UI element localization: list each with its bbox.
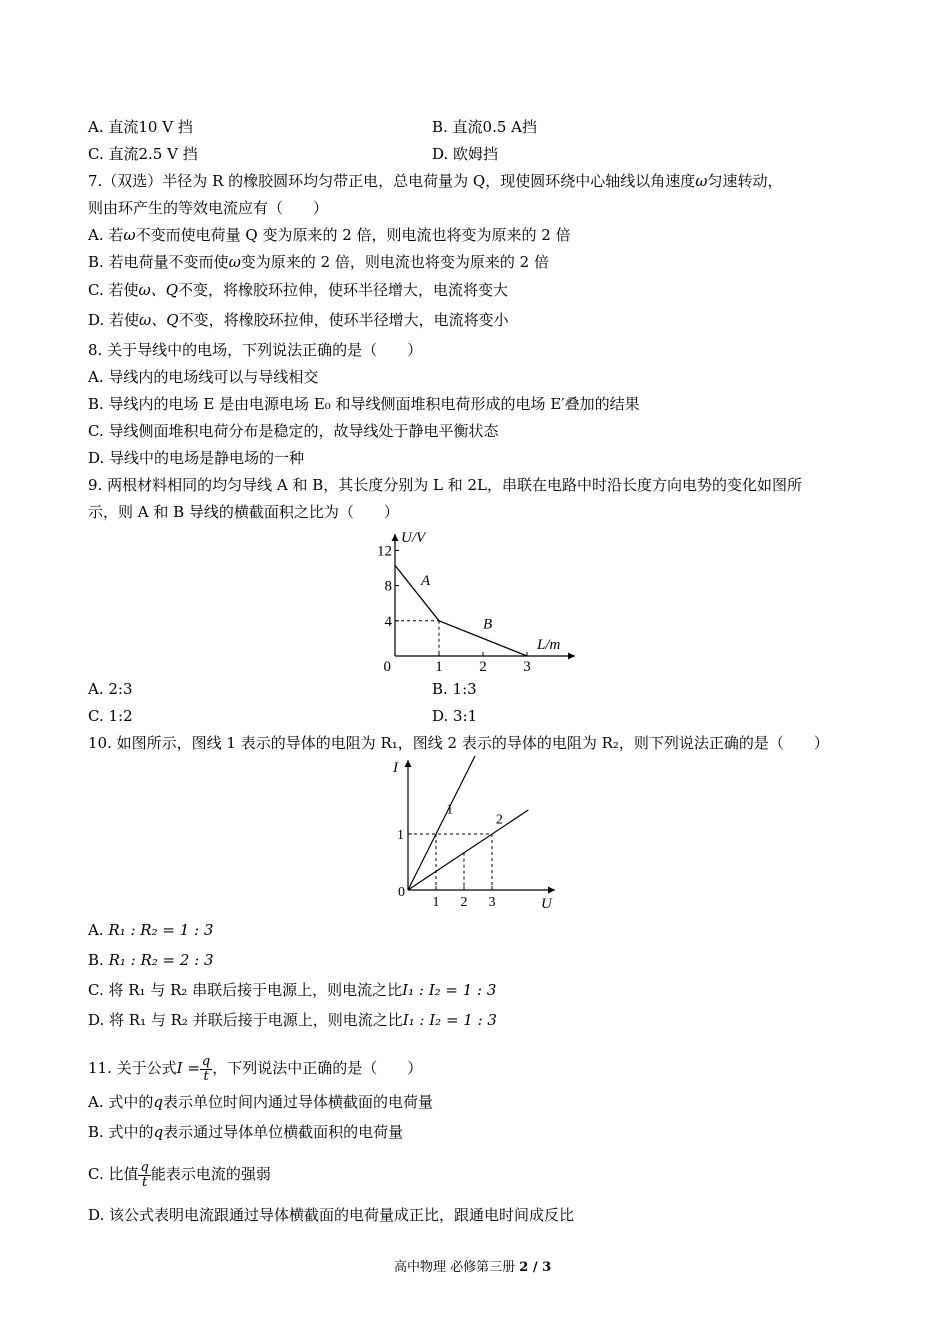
- q10-option-a: A. R₁ : R₂ = 1 : 3: [88, 921, 214, 939]
- q9-option-c: C. 1:2: [88, 707, 133, 725]
- y-axis-label: I: [393, 760, 398, 776]
- ratio-fraction: $\frac{q}{t}$: [140, 1159, 149, 1190]
- y-axis-label: U/V: [401, 530, 426, 546]
- q11-stem: 11. 关于公式I = $\frac{q}{t}$ ，下列说法中正确的是（ ）: [88, 1053, 423, 1084]
- x-tick-label-3: 3: [488, 895, 496, 910]
- page-footer: [394, 1256, 551, 1275]
- y-tick-label-4: 4: [384, 613, 392, 630]
- y-tick-label-12: 12: [377, 543, 392, 560]
- q9-option-a: A. 2:3: [88, 680, 133, 698]
- x-axis-label: U: [541, 896, 552, 912]
- page-number: 2 / 3: [519, 1260, 552, 1275]
- q11-option-c: C. 比值 $\frac{q}{t}$ 能表示电流的强弱: [88, 1159, 271, 1190]
- q8-option-b: B. 导线内的电场 E 是由电源电场 E₀ 和导线侧面堆积电荷形成的电场 E′叠加的结果: [88, 395, 640, 413]
- q9-stem-line2: 示，则 A 和 B 导线的横截面积之比为（ ）: [88, 503, 399, 521]
- series-label-1: 1: [446, 802, 454, 818]
- q8-option-a: A. 导线内的电场线可以与导线相交: [88, 368, 319, 386]
- q11-option-b: B. 式中的q表示通过导体单位横截面积的电荷量: [88, 1123, 404, 1141]
- potential-vs-length-chart: [360, 526, 600, 676]
- current-vs-voltage-chart: [385, 756, 565, 914]
- series-label-A: A: [421, 573, 431, 590]
- series-label-B: B: [483, 616, 493, 633]
- q11-option-d: D. 该公式表明电流跟通过导体横截面的电荷量成正比，跟通电时间成反比: [88, 1206, 575, 1224]
- x-tick-label-1: 1: [432, 895, 440, 910]
- q8-stem: 8. 关于导线中的电场，下列说法正确的是（ ）: [88, 341, 423, 359]
- q7-option-d: D. 若使ω、Q不变，将橡胶环拉伸，使环半径增大，电流将变小: [88, 311, 509, 329]
- q10-option-d: D. 将 R₁ 与 R₂ 并联后接于电源上，则电流之比I₁ : I₂ = 1 : 3: [88, 1011, 497, 1029]
- q9-option-d: D. 3:1: [432, 707, 478, 725]
- q7-stem-line1: 7.（双选）半径为 R 的橡胶圆环均匀带正电，总电荷量为 Q，现使圆环绕中心轴线以角速度ω匀速转动，: [88, 172, 783, 190]
- series-line-1: [408, 756, 484, 890]
- series-label-2: 2: [495, 812, 503, 828]
- q6-option-a: A. 直流10 V 挡: [88, 118, 193, 136]
- q7-option-c: C. 若使ω、Q不变，将橡胶环拉伸，使环半径增大，电流将变大: [88, 281, 509, 299]
- q10-option-c: C. 将 R₁ 与 R₂ 串联后接于电源上，则电流之比I₁ : I₂ = 1 : 3: [88, 981, 497, 999]
- q6-option-c: C. 直流2.5 V 挡: [88, 145, 198, 163]
- footer-title: 高中物理 必修第三册: [394, 1260, 516, 1275]
- q10-option-b: B. R₁ : R₂ = 2 : 3: [88, 951, 214, 969]
- q10-stem: 10. 如图所示，图线 1 表示的导体的电阻为 R₁，图线 2 表示的导体的电阻为 R₂，则下列说法正确的是（ ）: [88, 734, 829, 752]
- y-tick-label-1: 1: [397, 828, 404, 843]
- q11-option-a: A. 式中的q表示单位时间内通过导体横截面的电荷量: [88, 1093, 433, 1111]
- q7-stem-line2: 则由环产生的等效电流应有（ ）: [88, 199, 329, 217]
- q6-option-b: B. 直流0.5 A挡: [432, 118, 538, 136]
- formula-fraction: $\frac{q}{t}$: [201, 1053, 211, 1084]
- q8-option-c: C. 导线侧面堆积电荷分布是稳定的，故导线处于静电平衡状态: [88, 422, 499, 440]
- series-A: [395, 565, 439, 620]
- x-tick-label-2: 2: [479, 659, 487, 675]
- series-line-2: [408, 810, 528, 890]
- x-axis-label: L/m: [537, 637, 561, 653]
- q7-option-b: B. 若电荷量不变而使ω变为原来的 2 倍，则电流也将变为原来的 2 倍: [88, 253, 549, 271]
- q9-stem-line1: 9. 两根材料相同的均匀导线 A 和 B，其长度分别为 L 和 2L，串联在电路中时沿长度方向电势的变化如图所: [88, 476, 803, 494]
- x-tick-label-1: 1: [435, 659, 443, 675]
- x-tick-label-2: 2: [460, 895, 468, 910]
- y-tick-label-8: 8: [384, 578, 392, 595]
- origin-label: 0: [398, 885, 405, 900]
- q9-option-b: B. 1:3: [432, 680, 477, 698]
- origin-label: 0: [383, 659, 391, 675]
- q6-option-d: D. 欧姆挡: [432, 145, 499, 163]
- x-tick-label-3: 3: [523, 659, 531, 675]
- q8-option-d: D. 导线中的电场是静电场的一种: [88, 449, 305, 467]
- q7-option-a: A. 若ω不变而使电荷量 Q 变为原来的 2 倍，则电流也将变为原来的 2 倍: [88, 226, 571, 244]
